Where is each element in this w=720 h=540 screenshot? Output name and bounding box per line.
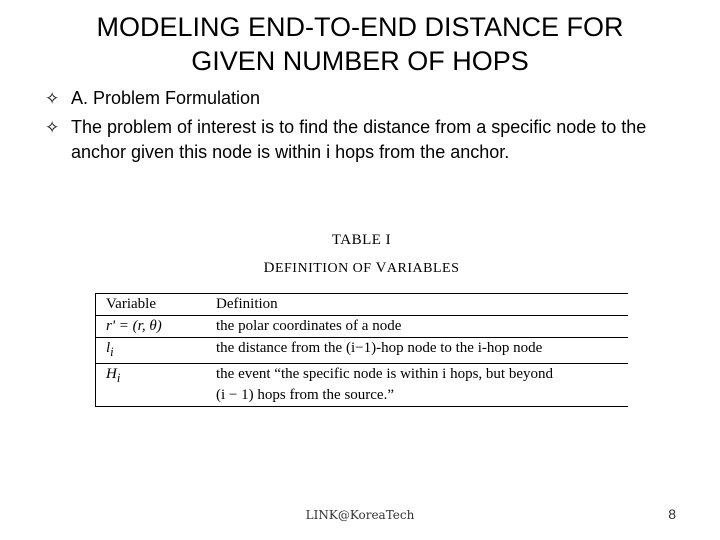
table-row [96,316,629,338]
table-row [96,338,629,364]
definition-cell: the distance from the (i−1)-hop node to the i-hop node [206,338,628,364]
slide-title [40,10,680,78]
header-definition: Definition [206,294,628,316]
title-line-2: GIVEN NUMBER OF HOPS [191,46,529,76]
title-line-1: MODELING END-TO-END DISTANCE FOR [96,12,624,42]
bullet-item [45,86,695,111]
star-bullet-icon: ✧ [45,118,60,137]
bullet-text: A. Problem Formulation [71,88,261,108]
bullet-text: The problem of interest is to find the distance from a specific node to the anchor given this node is within i hops from the anchor. [71,117,647,162]
definition-cell: the event “the specific node is within i hops, but beyond (i − 1) hops from the source.” [206,364,628,407]
table-subcaption: DEFINITION OF VARIABLES [263,260,460,276]
definition-cell: the polar coordinates of a node [206,316,628,338]
page-number: 8 [668,506,676,522]
table-caption: TABLE I [331,232,392,248]
variable-cell: $l_i$ [96,338,207,364]
table-header-row [96,294,629,316]
variable-cell: r' = (r, θ) [96,316,207,338]
table-row [96,364,629,407]
variable-cell: $H_i$ [96,364,207,407]
header-variable: Variable [96,294,207,316]
footer-text: LINK@KoreaTech [305,508,415,522]
bullet-item [45,115,695,165]
variables-table [95,293,628,407]
star-bullet-icon: ✧ [45,89,60,108]
bullet-list [45,86,695,169]
